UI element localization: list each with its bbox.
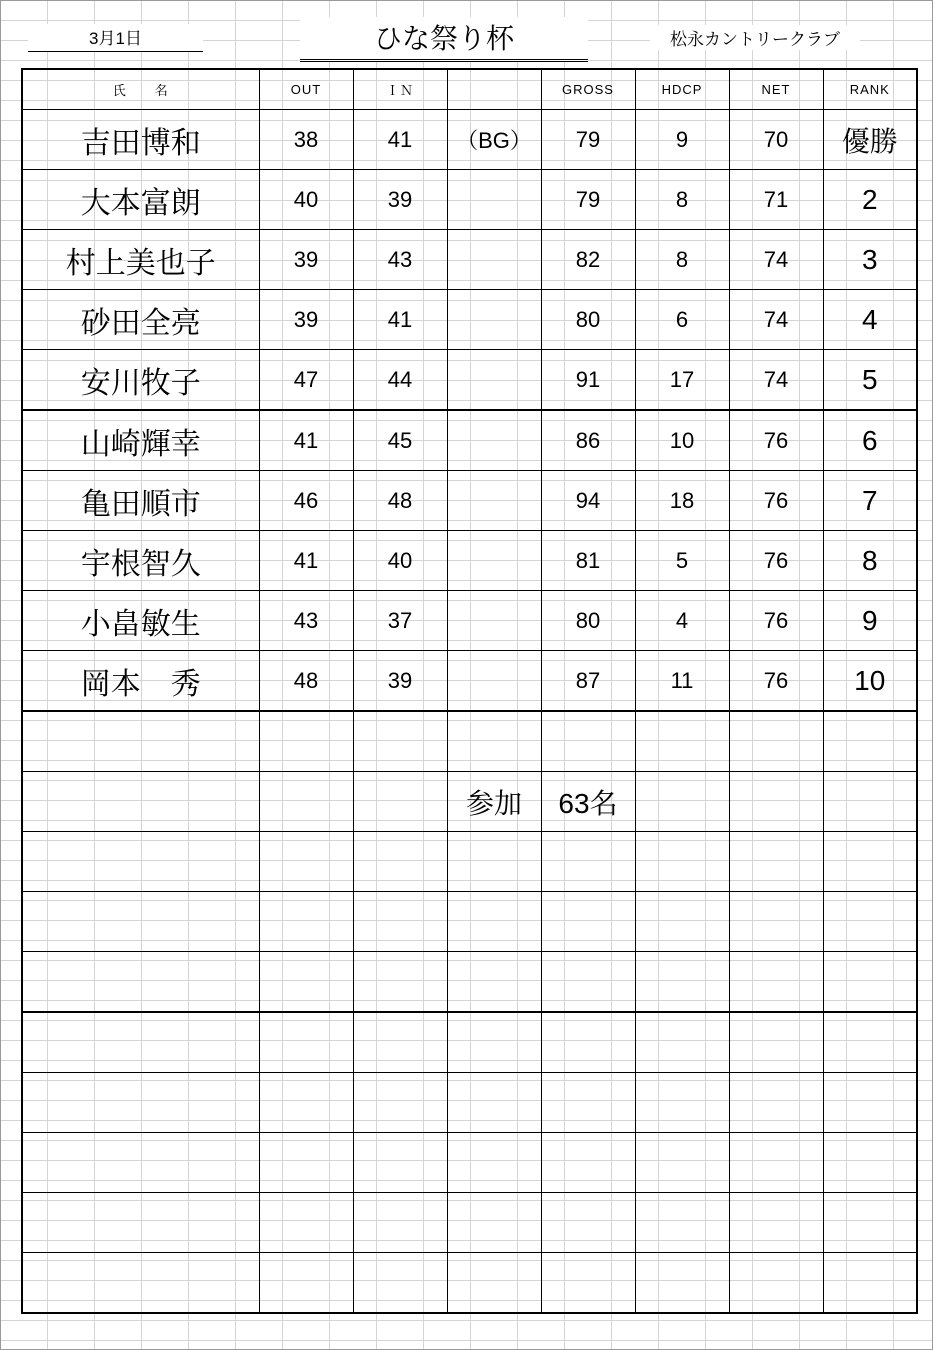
club-name: 松永カントリークラブ — [650, 25, 860, 50]
table-row — [22, 410, 917, 471]
cell-in: 44 — [353, 350, 447, 411]
empty-cell — [823, 892, 917, 952]
empty-row — [22, 952, 917, 1013]
cell-rank: 優勝 — [823, 110, 917, 170]
cell-note — [447, 290, 541, 350]
empty-cell — [823, 711, 917, 772]
empty-row — [22, 711, 917, 772]
empty-cell — [22, 1253, 259, 1314]
col-header-rank: RANK — [823, 69, 917, 110]
empty-cell — [259, 1253, 353, 1314]
cell-out: 47 — [259, 350, 353, 411]
empty-cell — [541, 832, 635, 892]
empty-cell — [823, 1193, 917, 1253]
empty-cell — [353, 1133, 447, 1193]
cell-rank: 3 — [823, 230, 917, 290]
empty-cell — [22, 892, 259, 952]
cell-rank: 6 — [823, 410, 917, 471]
empty-cell — [447, 1193, 541, 1253]
table-row — [22, 591, 917, 651]
participants-count: 63名 — [541, 772, 635, 832]
empty-cell — [353, 711, 447, 772]
empty-cell — [729, 1253, 823, 1314]
empty-cell — [729, 711, 823, 772]
empty-row — [22, 892, 917, 952]
table-row — [22, 471, 917, 531]
col-header-out: OUT — [259, 69, 353, 110]
empty-cell — [729, 1073, 823, 1133]
table-row — [22, 651, 917, 712]
col-header-hdcp: HDCP — [635, 69, 729, 110]
cell-name: 村上美也子 — [22, 230, 259, 290]
empty-cell — [447, 892, 541, 952]
cell-gross: 81 — [541, 531, 635, 591]
cell-note — [447, 531, 541, 591]
empty-cell — [823, 832, 917, 892]
cell-out: 41 — [259, 410, 353, 471]
empty-cell — [447, 711, 541, 772]
table-row — [22, 110, 917, 170]
empty-cell — [353, 832, 447, 892]
empty-row — [22, 772, 917, 832]
cell-out: 39 — [259, 230, 353, 290]
cell-net: 71 — [729, 170, 823, 230]
cell-net: 70 — [729, 110, 823, 170]
empty-cell — [541, 1073, 635, 1133]
date-label: 3月1日 — [28, 24, 203, 52]
col-header-net: NET — [729, 69, 823, 110]
col-header-note — [447, 69, 541, 110]
cell-rank: 9 — [823, 591, 917, 651]
empty-cell — [729, 952, 823, 1013]
score-table — [21, 68, 918, 1314]
table-row — [22, 531, 917, 591]
empty-cell — [635, 1193, 729, 1253]
empty-cell — [447, 952, 541, 1013]
empty-cell — [635, 1253, 729, 1314]
cell-hdcp: 4 — [635, 591, 729, 651]
empty-row — [22, 1073, 917, 1133]
empty-cell — [635, 1133, 729, 1193]
cell-gross: 82 — [541, 230, 635, 290]
cell-note — [447, 651, 541, 712]
empty-cell — [541, 711, 635, 772]
cell-hdcp: 10 — [635, 410, 729, 471]
cell-name: 安川牧子 — [22, 350, 259, 411]
empty-cell — [635, 772, 729, 832]
col-header-gross: GROSS — [541, 69, 635, 110]
empty-cell — [729, 772, 823, 832]
empty-cell — [22, 711, 259, 772]
empty-cell — [823, 772, 917, 832]
empty-row — [22, 1193, 917, 1253]
empty-cell — [729, 1193, 823, 1253]
cell-in: 41 — [353, 110, 447, 170]
empty-cell — [22, 772, 259, 832]
cell-note — [447, 471, 541, 531]
empty-cell — [447, 1253, 541, 1314]
cell-name: 亀田順市 — [22, 471, 259, 531]
empty-cell — [353, 1073, 447, 1133]
cell-net: 76 — [729, 651, 823, 712]
cell-hdcp: 8 — [635, 230, 729, 290]
empty-cell — [259, 711, 353, 772]
empty-cell — [635, 1012, 729, 1073]
empty-cell — [259, 1133, 353, 1193]
empty-cell — [259, 1193, 353, 1253]
participants-label: 参加 — [447, 772, 541, 832]
cell-rank: 10 — [823, 651, 917, 712]
empty-cell — [22, 952, 259, 1013]
cell-in: 43 — [353, 230, 447, 290]
cell-note — [447, 591, 541, 651]
empty-cell — [447, 1012, 541, 1073]
cell-name: 岡本 秀 — [22, 651, 259, 712]
table-row — [22, 230, 917, 290]
empty-cell — [635, 832, 729, 892]
empty-cell — [22, 1133, 259, 1193]
page-title: ひな祭り杯 — [300, 17, 588, 62]
cell-hdcp: 18 — [635, 471, 729, 531]
cell-gross: 79 — [541, 170, 635, 230]
cell-name: 宇根智久 — [22, 531, 259, 591]
cell-hdcp: 8 — [635, 170, 729, 230]
table-row — [22, 350, 917, 411]
cell-rank: 2 — [823, 170, 917, 230]
empty-row — [22, 1133, 917, 1193]
cell-hdcp: 11 — [635, 651, 729, 712]
empty-cell — [729, 1133, 823, 1193]
empty-cell — [635, 952, 729, 1013]
empty-row — [22, 1253, 917, 1314]
empty-cell — [353, 772, 447, 832]
cell-rank: 7 — [823, 471, 917, 531]
cell-rank: 8 — [823, 531, 917, 591]
empty-cell — [635, 711, 729, 772]
empty-cell — [447, 832, 541, 892]
col-header-name: 氏 名 — [22, 69, 259, 110]
cell-net: 76 — [729, 410, 823, 471]
empty-cell — [635, 1073, 729, 1133]
cell-in: 39 — [353, 170, 447, 230]
cell-note — [447, 230, 541, 290]
empty-cell — [541, 1012, 635, 1073]
cell-hdcp: 9 — [635, 110, 729, 170]
cell-name: 砂田全亮 — [22, 290, 259, 350]
empty-cell — [541, 1253, 635, 1314]
cell-gross: 80 — [541, 290, 635, 350]
empty-cell — [541, 1193, 635, 1253]
empty-cell — [22, 832, 259, 892]
empty-cell — [259, 952, 353, 1013]
cell-hdcp: 6 — [635, 290, 729, 350]
empty-cell — [259, 892, 353, 952]
empty-cell — [541, 892, 635, 952]
cell-net: 74 — [729, 350, 823, 411]
table-row — [22, 170, 917, 230]
cell-net: 76 — [729, 471, 823, 531]
empty-cell — [823, 1073, 917, 1133]
cell-net: 76 — [729, 591, 823, 651]
cell-name: 吉田博和 — [22, 110, 259, 170]
cell-rank: 5 — [823, 350, 917, 411]
empty-cell — [259, 1012, 353, 1073]
empty-cell — [22, 1073, 259, 1133]
cell-in: 40 — [353, 531, 447, 591]
cell-in: 48 — [353, 471, 447, 531]
empty-row — [22, 832, 917, 892]
cell-net: 76 — [729, 531, 823, 591]
cell-note: （BG） — [447, 110, 541, 170]
empty-cell — [729, 892, 823, 952]
cell-net: 74 — [729, 290, 823, 350]
cell-in: 41 — [353, 290, 447, 350]
cell-out: 48 — [259, 651, 353, 712]
cell-out: 41 — [259, 531, 353, 591]
cell-hdcp: 17 — [635, 350, 729, 411]
empty-cell — [353, 1012, 447, 1073]
empty-cell — [353, 1253, 447, 1314]
cell-hdcp: 5 — [635, 531, 729, 591]
cell-out: 43 — [259, 591, 353, 651]
cell-in: 45 — [353, 410, 447, 471]
cell-name: 小畠敏生 — [22, 591, 259, 651]
table-row — [22, 290, 917, 350]
empty-cell — [353, 1193, 447, 1253]
empty-cell — [259, 1073, 353, 1133]
empty-cell — [259, 832, 353, 892]
empty-cell — [447, 1073, 541, 1133]
cell-in: 37 — [353, 591, 447, 651]
empty-cell — [823, 1012, 917, 1073]
cell-net: 74 — [729, 230, 823, 290]
cell-note — [447, 350, 541, 411]
empty-cell — [541, 952, 635, 1013]
cell-out: 46 — [259, 471, 353, 531]
cell-gross: 79 — [541, 110, 635, 170]
empty-cell — [541, 1133, 635, 1193]
table-header-row — [22, 69, 917, 110]
cell-gross: 94 — [541, 471, 635, 531]
cell-note — [447, 170, 541, 230]
empty-cell — [823, 1253, 917, 1314]
empty-cell — [447, 1133, 541, 1193]
empty-cell — [22, 1193, 259, 1253]
cell-gross: 86 — [541, 410, 635, 471]
cell-gross: 91 — [541, 350, 635, 411]
empty-cell — [729, 1012, 823, 1073]
empty-cell — [635, 892, 729, 952]
cell-out: 39 — [259, 290, 353, 350]
cell-name: 大本富朗 — [22, 170, 259, 230]
cell-name: 山崎輝幸 — [22, 410, 259, 471]
empty-cell — [823, 952, 917, 1013]
cell-gross: 80 — [541, 591, 635, 651]
empty-cell — [729, 832, 823, 892]
cell-out: 40 — [259, 170, 353, 230]
empty-cell — [22, 1012, 259, 1073]
col-header-in: ＩＮ — [353, 69, 447, 110]
cell-note — [447, 410, 541, 471]
empty-cell — [353, 952, 447, 1013]
empty-cell — [353, 892, 447, 952]
cell-out: 38 — [259, 110, 353, 170]
empty-cell — [259, 772, 353, 832]
cell-gross: 87 — [541, 651, 635, 712]
empty-cell — [823, 1133, 917, 1193]
empty-row — [22, 1012, 917, 1073]
cell-rank: 4 — [823, 290, 917, 350]
cell-in: 39 — [353, 651, 447, 712]
